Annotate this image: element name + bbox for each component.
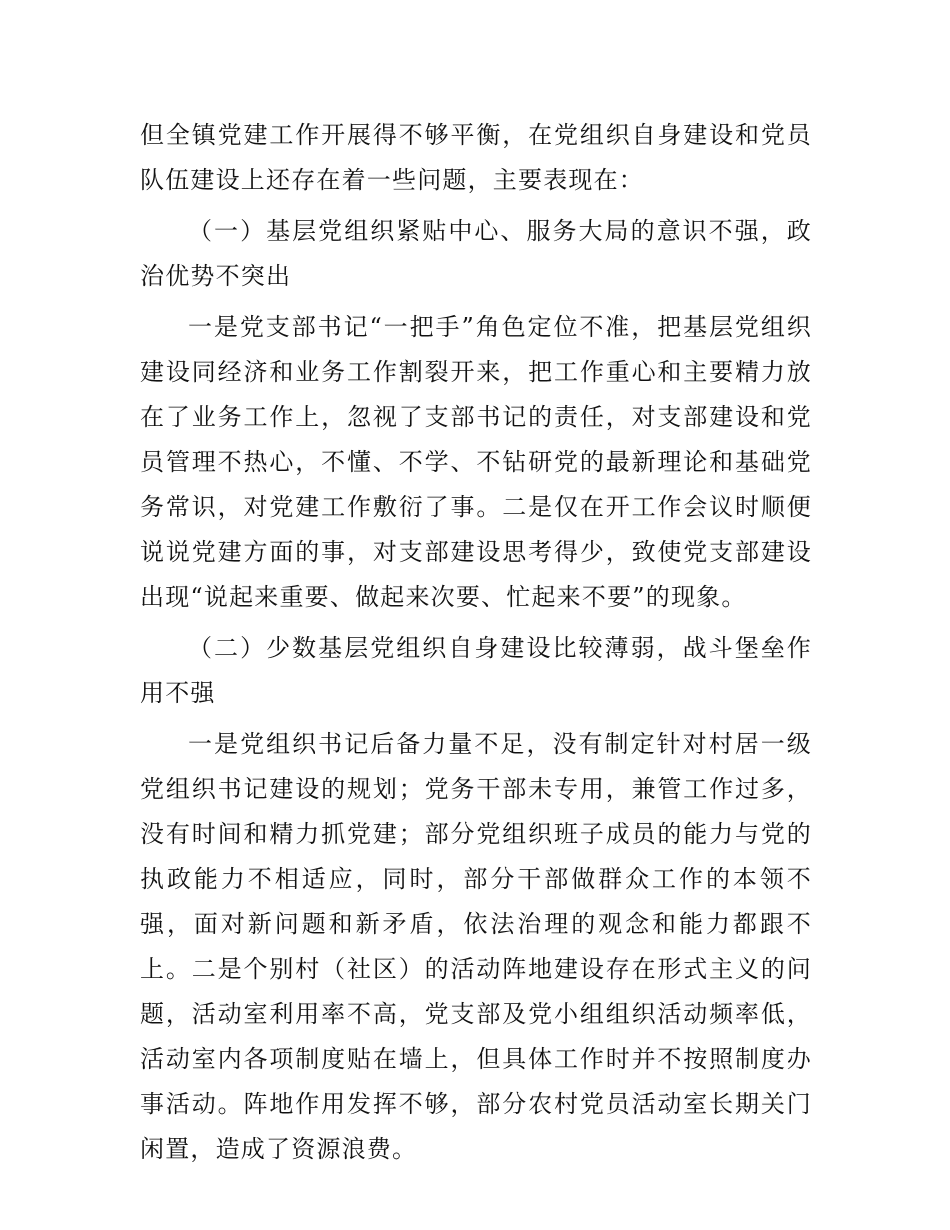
section-heading-2: （二）少数基层党组织自身建设比较薄弱，战斗堡垒作用不强 <box>140 634 812 707</box>
document-page <box>140 113 812 1172</box>
paragraph-intro: 但全镇党建工作开展得不够平衡，在党组织自身建设和党员队伍建设上还存在着一些问题，主要表现在： <box>140 121 812 194</box>
section-heading-1: （一）基层党组织紧贴中心、服务大局的意识不强，政治优势不突出 <box>140 217 812 290</box>
paragraph-section-2-body: 一是党组织书记后备力量不足，没有制定针对村居一级党组织书记建设的规划；党务干部未专用，兼管工作过多，没有时间和精力抓党建；部分党组织班子成员的能力与党的执政能力不相适应，同时，部分干部做群众工作的本领不强，面对新问题和新矛盾，依法治理的观念和能力都跟不上。二是个别村（社区）的活动阵地建设存在形式主义的问题，活动室利用率不高，党支部及党小组组织活动频率低，活动室内各项制度贴在墙上，但具体工作时并不按照制度办事活动。阵地作用发挥不够，部分农村党员活动室长期关门闲置，造成了资源浪费。 <box>140 730 812 1163</box>
paragraph-section-1-body: 一是党支部书记“一把手”角色定位不准，把基层党组织建设同经济和业务工作割裂开来，把工作重心和主要精力放在了业务工作上，忽视了支部书记的责任，对支部建设和党员管理不热心，不懂、不学、不钻研党的最新理论和基础党务常识，对党建工作敷衍了事。二是仅在开工作会议时顺便说说党建方面的事，对支部建设思考得少，致使党支部建设出现“说起来重要、做起来次要、忙起来不要”的现象。 <box>140 313 812 611</box>
